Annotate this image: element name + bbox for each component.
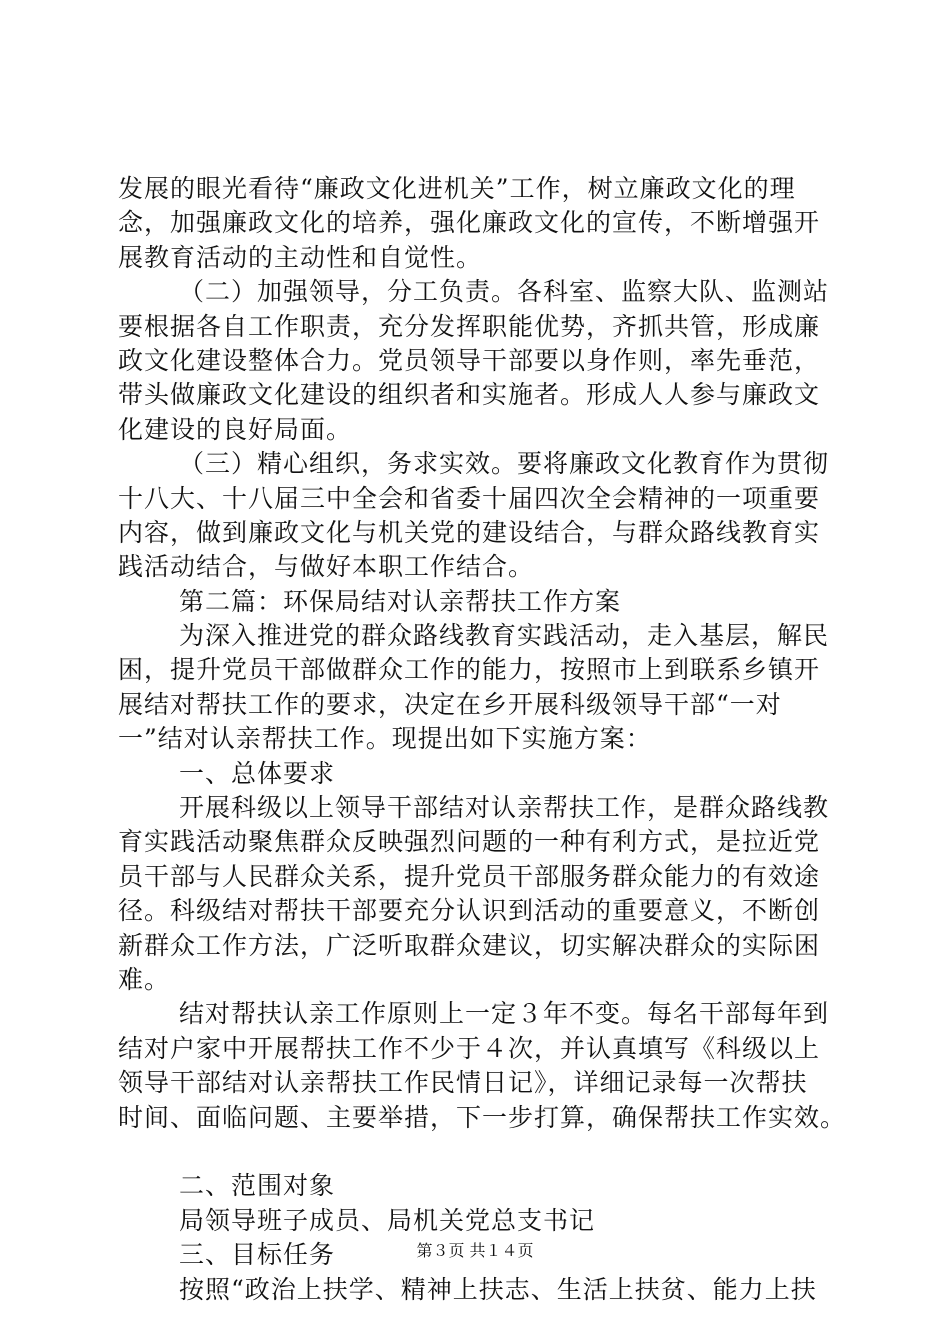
text-line: 开展科级以上领导干部结对认亲帮扶工作，是群众路线教 (179, 793, 830, 823)
text-line: 为深入推进党的群众路线教育实践活动，走入基层，解民 (179, 621, 830, 651)
text-line: 要根据各自工作职责，充分发挥职能优势，齐抓共管，形成廉 (118, 311, 821, 341)
text-line: 困，提升党员干部做群众工作的能力，按照市上到联系乡镇开 (118, 655, 821, 685)
text-line: 径。科级结对帮扶干部要充分认识到活动的重要意义，不断创 (118, 896, 821, 926)
text-line: 一”结对认亲帮扶工作。现提出如下实施方案： (118, 724, 652, 754)
text-line: 结对户家中开展帮扶工作不少于４次，并认真填写《科级以上 (118, 1033, 821, 1063)
text-line: 育实践活动聚焦群众反映强烈问题的一种有利方式，是拉近党 (118, 827, 821, 857)
text-line (118, 1135, 838, 1169)
text-line: 念，加强廉政文化的培养，强化廉政文化的宣传，不断增强开 (118, 208, 821, 238)
text-line: 化建设的良好局面。 (118, 414, 353, 444)
text-line: 展教育活动的主动性和自觉性。 (118, 242, 483, 272)
text-line: 展结对帮扶工作的要求，决定在乡开展科级领导干部“一对 (118, 689, 782, 719)
text-line: 领导干部结对认亲帮扶工作民情日记》，详细记录每一次帮扶 (118, 1068, 808, 1098)
text-line: 员干部与人民群众关系，提升党员干部服务群众能力的有效途 (118, 861, 821, 891)
page-footer: 第３页 共１４页 (416, 1241, 534, 1260)
text-line: （二）加强领导，分工负责。各科室、监察大队、监测站 (179, 277, 830, 307)
text-line: 带头做廉政文化建设的组织者和实施者。形成人人参与廉政文 (118, 380, 821, 410)
text-line: 内容，做到廉政文化与机关党的建设结合，与群众路线教育实 (118, 517, 821, 547)
text-line: 时间、面临问题、主要举措，下一步打算，确保帮扶工作实效。 (118, 1102, 847, 1132)
text-line: （三）精心组织，务求实效。要将廉政文化教育作为贯彻 (179, 449, 830, 479)
text-line: 三、目标任务 (179, 1240, 336, 1270)
text-line: 发展的眼光看待“廉政文化进机关”工作，树立廉政文化的理 (118, 174, 796, 203)
text-line: 二、范围对象 (179, 1171, 336, 1201)
text-line: 结对帮扶认亲工作原则上一定３年不变。每名干部每年到 (179, 999, 830, 1029)
text-line: 局领导班子成员、局机关党总支书记 (179, 1205, 596, 1235)
text-line: 新群众工作方法，广泛听取群众建议，切实解决群众的实际困 (118, 930, 821, 960)
body-text (118, 172, 847, 1307)
text-line: 按照“政治上扶学、精神上扶志、生活上扶贫、能力上扶 (179, 1274, 817, 1304)
text-line: 难。 (118, 964, 171, 994)
text-line: 一、总体要求 (179, 758, 336, 788)
text-line: 十八大、十八届三中全会和省委十届四次全会精神的一项重要 (118, 483, 821, 513)
text-line: 践活动结合，与做好本职工作结合。 (118, 552, 535, 582)
text-line: 第二篇：环保局结对认亲帮扶工作方案 (179, 586, 622, 616)
text-line: 政文化建设整体合力。党员领导干部要以身作则，率先垂范， (118, 345, 821, 375)
